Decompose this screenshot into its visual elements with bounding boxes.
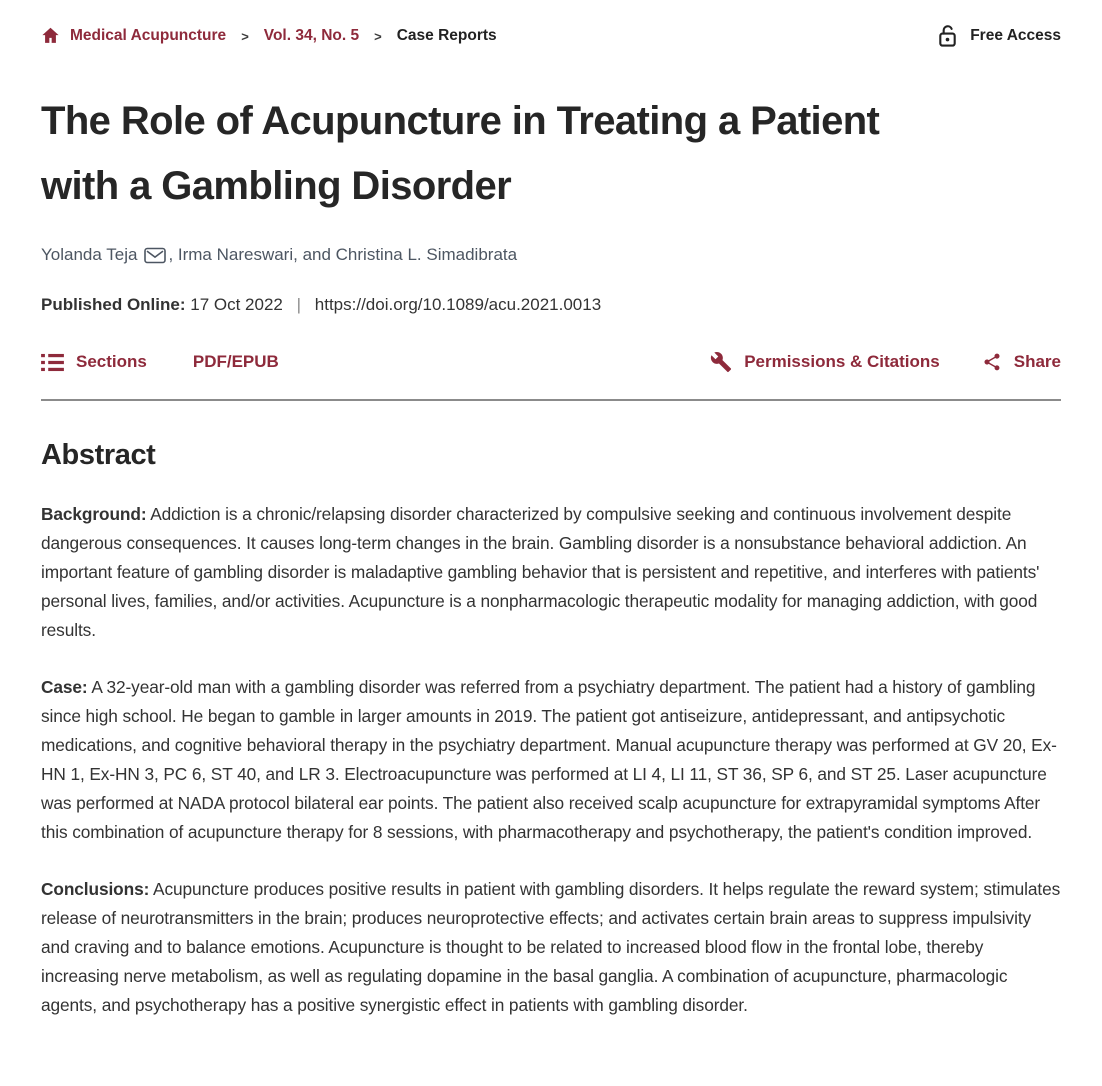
published-separator: | <box>296 295 302 315</box>
authors-line <box>41 245 1061 265</box>
home-icon <box>41 27 60 44</box>
published-label: Published Online: <box>41 295 186 315</box>
abstract-paragraph-background <box>41 500 1061 645</box>
paragraph-text: A 32-year-old man with a gambling disorder was referred from a psychiatry department. The patient had a history of gambling since high school. He began to gamble in larger amounts in 2019. The patient got antiseizure, antidepressant, and antipsychotic medications, and cognitive behavioral therapy in the psychiatry department. Manual acupuncture therapy was performed at GV 20, Ex-HN 1, Ex-HN 3, PC 6, ST 40, and LR 3. Electroacupuncture was performed at LI 4, LI 11, ST 36, SP 6, and ST 25. Laser acupuncture was performed at NADA protocol bilateral ear points. The patient also received scalp acupuncture for extrapyramidal symptoms After this combination of acupuncture therapy for 8 sessions, with pharmacotherapy and psychotherapy, the patient's condition improved. <box>41 677 1057 843</box>
abstract-paragraph-conclusions <box>41 875 1061 1020</box>
wrench-icon <box>710 351 732 373</box>
permissions-citations-label: Permissions & Citations <box>744 352 940 372</box>
open-lock-icon <box>936 22 959 49</box>
breadcrumb-link-journal[interactable] <box>41 27 226 45</box>
email-envelope-icon[interactable] <box>144 247 166 264</box>
share-label: Share <box>1013 352 1061 372</box>
breadcrumb-separator: > <box>241 29 249 44</box>
breadcrumb-bar <box>41 22 1061 49</box>
paragraph-label: Case: <box>41 677 88 698</box>
article-title-line-1: The Role of Acupuncture in Treating a Patient <box>41 99 880 143</box>
author-name-first: Yolanda Teja <box>41 245 138 265</box>
pdf-epub-button[interactable] <box>193 352 279 372</box>
breadcrumb-current-section: Case Reports <box>396 26 497 44</box>
article-toolbar <box>41 351 1061 373</box>
article-title-line-2: with a Gambling Disorder <box>41 163 512 208</box>
abstract-heading: Abstract <box>41 439 156 472</box>
paragraph-text: Addiction is a chronic/relapsing disorder characterized by compulsive seeking and continuous involvement despite dangerous consequences. It causes long-term changes in the brain. Gambling disorder is a nonsubstance behavioral addiction. An important feature of gambling disorder is maladaptive gambling behavior that is persistent and repetitive, and interferes with patients' personal lives, families, and/or activities. Acupuncture is a nonpharmacologic therapeutic modality for managing addiction, with good results. <box>41 504 1040 641</box>
share-icon <box>982 351 1002 373</box>
divider-rule <box>41 399 1061 401</box>
breadcrumb-journal-label: Medical Acupuncture <box>70 26 227 44</box>
breadcrumb-separator: > <box>374 29 382 44</box>
pdf-epub-label: PDF/EPUB <box>192 352 279 372</box>
published-date: 17 Oct 2022 <box>190 295 283 315</box>
free-access-badge <box>936 22 1061 49</box>
share-button[interactable] <box>982 351 1061 373</box>
breadcrumb <box>41 27 497 45</box>
permissions-citations-button[interactable] <box>710 351 940 373</box>
doi-link[interactable]: https://doi.org/10.1089/acu.2021.0013 <box>314 295 602 315</box>
list-icon <box>41 353 64 372</box>
sections-label: Sections <box>76 352 147 372</box>
paragraph-text: Acupuncture produces positive results in patient with gambling disorders. It helps regulate the reward system; stimulates release of neurotransmitters in the brain; produces neuroprotective effects; and activates certain brain areas to suppress impulsivity and craving and to balance emotions. Acupuncture is thought to be related to increased blood flow in the frontal lobe, thereby increasing nerve metabolism, as well as regulating dopamine in the basal ganglia. A combination of acupuncture, pharmacologic agents, and psychotherapy has a positive synergistic effect in patients with gambling disorder. <box>41 879 1061 1016</box>
paragraph-label: Background: <box>41 504 147 525</box>
toolbar-right-group <box>710 351 1061 373</box>
paragraph-label: Conclusions: <box>41 879 150 900</box>
article-title <box>41 89 1061 219</box>
sections-button[interactable] <box>41 352 147 372</box>
published-line <box>41 295 1061 315</box>
breadcrumb-link-issue[interactable] <box>264 27 359 45</box>
free-access-label: Free Access <box>970 26 1061 44</box>
abstract-paragraph-case <box>41 673 1061 847</box>
breadcrumb-issue-label: Vol. 34, No. 5 <box>263 26 360 44</box>
toolbar-left-group <box>41 352 279 372</box>
authors-remainder: , Irma Nareswari, and Christina L. Simadibrata <box>168 245 518 265</box>
